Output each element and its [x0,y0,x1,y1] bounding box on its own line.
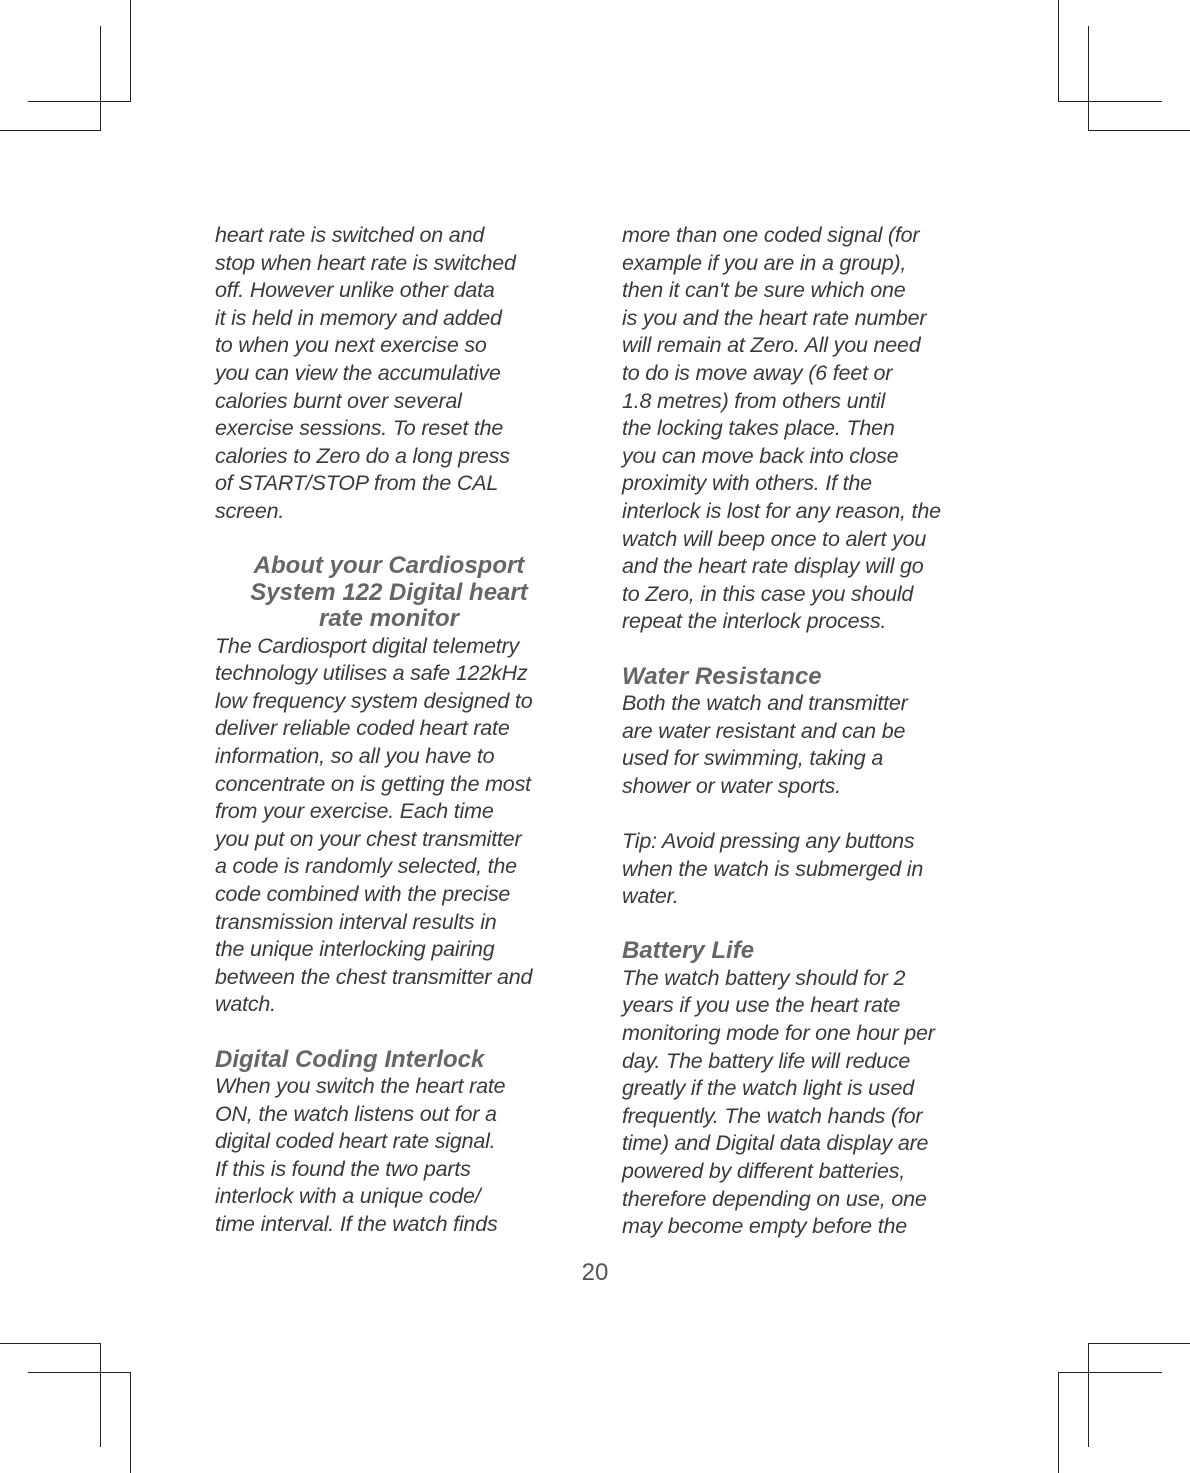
body-text-line: proximity with others. If the [622,471,872,496]
body-text-line: frequently. The watch hands (for [622,1103,923,1128]
body-text-line: digital coded heart rate signal. [215,1129,496,1154]
body-text-line: off. However unlike other data [215,278,495,303]
body-text-line: greatly if the watch light is used [622,1076,914,1101]
body-text-line: interlock with a unique code/ [215,1184,481,1209]
body-text-line: repeat the interlock process. [622,609,887,634]
body-text-line: you put on your chest transmitter [215,826,522,851]
body-text-line: time) and Digital data display are [622,1131,929,1156]
body-text-line: calories to Zero do a long press [215,443,510,468]
body-text-line: concentrate on is getting the most [215,771,531,796]
body-text-line: water. [622,884,679,909]
section-heading: Digital Coding Interlock [215,1045,485,1073]
body-text-line: heart rate is switched on and [215,223,485,247]
section-heading: About your Cardiosport [253,552,525,580]
body-text-line: to do is move away (6 feet or [622,360,893,385]
body-text-line: technology utilises a safe 122kHz [215,661,528,686]
body-text-line: When you switch the heart rate [215,1074,506,1099]
body-text-line: therefore depending on use, one [622,1186,927,1211]
body-text-line: it is held in memory and added [215,305,502,330]
body-text-line: and the heart rate display will go [622,554,924,579]
body-text-line: day. The battery life will reduce [622,1048,911,1073]
right-column [622,222,992,1241]
paragraph-gap [622,911,992,939]
body-text-line: a code is randomly selected, the [215,854,517,879]
body-text-line: time interval. If the watch finds [215,1212,498,1236]
page-number: 20 [581,1259,609,1286]
body-text-line: shower or water sports. [622,773,841,798]
body-text-line: used for swimming, taking a [622,746,884,771]
body-text-line: years if you use the heart rate [622,993,901,1018]
body-text-line: screen. [215,498,285,523]
body-text-line: information, so all you have to [215,744,495,768]
paragraph-gap [215,1019,585,1047]
body-text-line: 1.8 metres) from others until [622,388,886,413]
paragraph-gap [622,800,992,828]
body-text-line: will remain at Zero. All you need [622,333,921,358]
body-text-line: transmission interval results in [215,909,497,934]
body-text-line: watch will beep once to alert you [622,526,927,551]
body-text-line: monitoring mode for one hour per [622,1021,935,1046]
section-heading: System 122 Digital heart [250,578,528,606]
body-text-line: then it can't be sure which one [622,278,906,303]
body-text-line: you can move back into close [622,443,899,468]
body-text-line: when the watch is submerged in [622,856,924,881]
body-text-line: to when you next exercise so [215,333,487,358]
body-text-line: the unique interlocking pairing [215,937,495,962]
body-text-line: calories burnt over several [215,388,462,413]
body-text-line: to Zero, in this case you should [622,581,914,606]
body-text-line: example if you are in a group), [622,250,907,275]
body-text-line: interlock is lost for any reason, the [622,498,941,523]
body-text-line: If this is found the two parts [215,1156,471,1181]
body-text-line: more than one coded signal (for [622,223,920,247]
body-text-line: of START/STOP from the CAL [215,471,499,496]
body-text-line: code combined with the precise [215,881,511,906]
body-text-line: The Cardiosport digital telemetry [215,633,520,658]
body-text-line: is you and the heart rate number [622,305,927,330]
body-text-line: exercise sessions. To reset the [215,416,504,441]
body-text-line: powered by different batteries, [622,1159,906,1183]
section-heading: Water Resistance [622,662,822,690]
body-text-line: low frequency system designed to [215,688,533,713]
body-text-line: stop when heart rate is switched [215,250,516,275]
paragraph-gap [622,636,992,664]
body-text-line: may become empty before the [622,1214,907,1239]
section-heading: Battery Life [622,937,755,965]
body-text-line: the locking takes place. Then [622,416,895,441]
body-text-line: deliver reliable coded heart rate [215,716,510,741]
body-text-line: between the chest transmitter and [215,964,533,989]
body-text-line: are water resistant and can be [622,718,906,743]
body-text-line: watch. [215,992,276,1017]
body-text-line: The watch battery should for 2 [622,965,906,990]
body-text-line: Both the watch and transmitter [622,691,908,715]
body-text-line: from your exercise. Each time [215,799,494,824]
body-text-line: ON, the watch listens out for a [215,1101,497,1126]
paragraph-gap [215,526,585,554]
body-text-line: you can view the accumulative [215,360,501,385]
body-text-line: Tip: Avoid pressing any buttons [622,828,915,853]
left-column [215,222,585,1239]
section-heading: rate monitor [318,605,459,633]
